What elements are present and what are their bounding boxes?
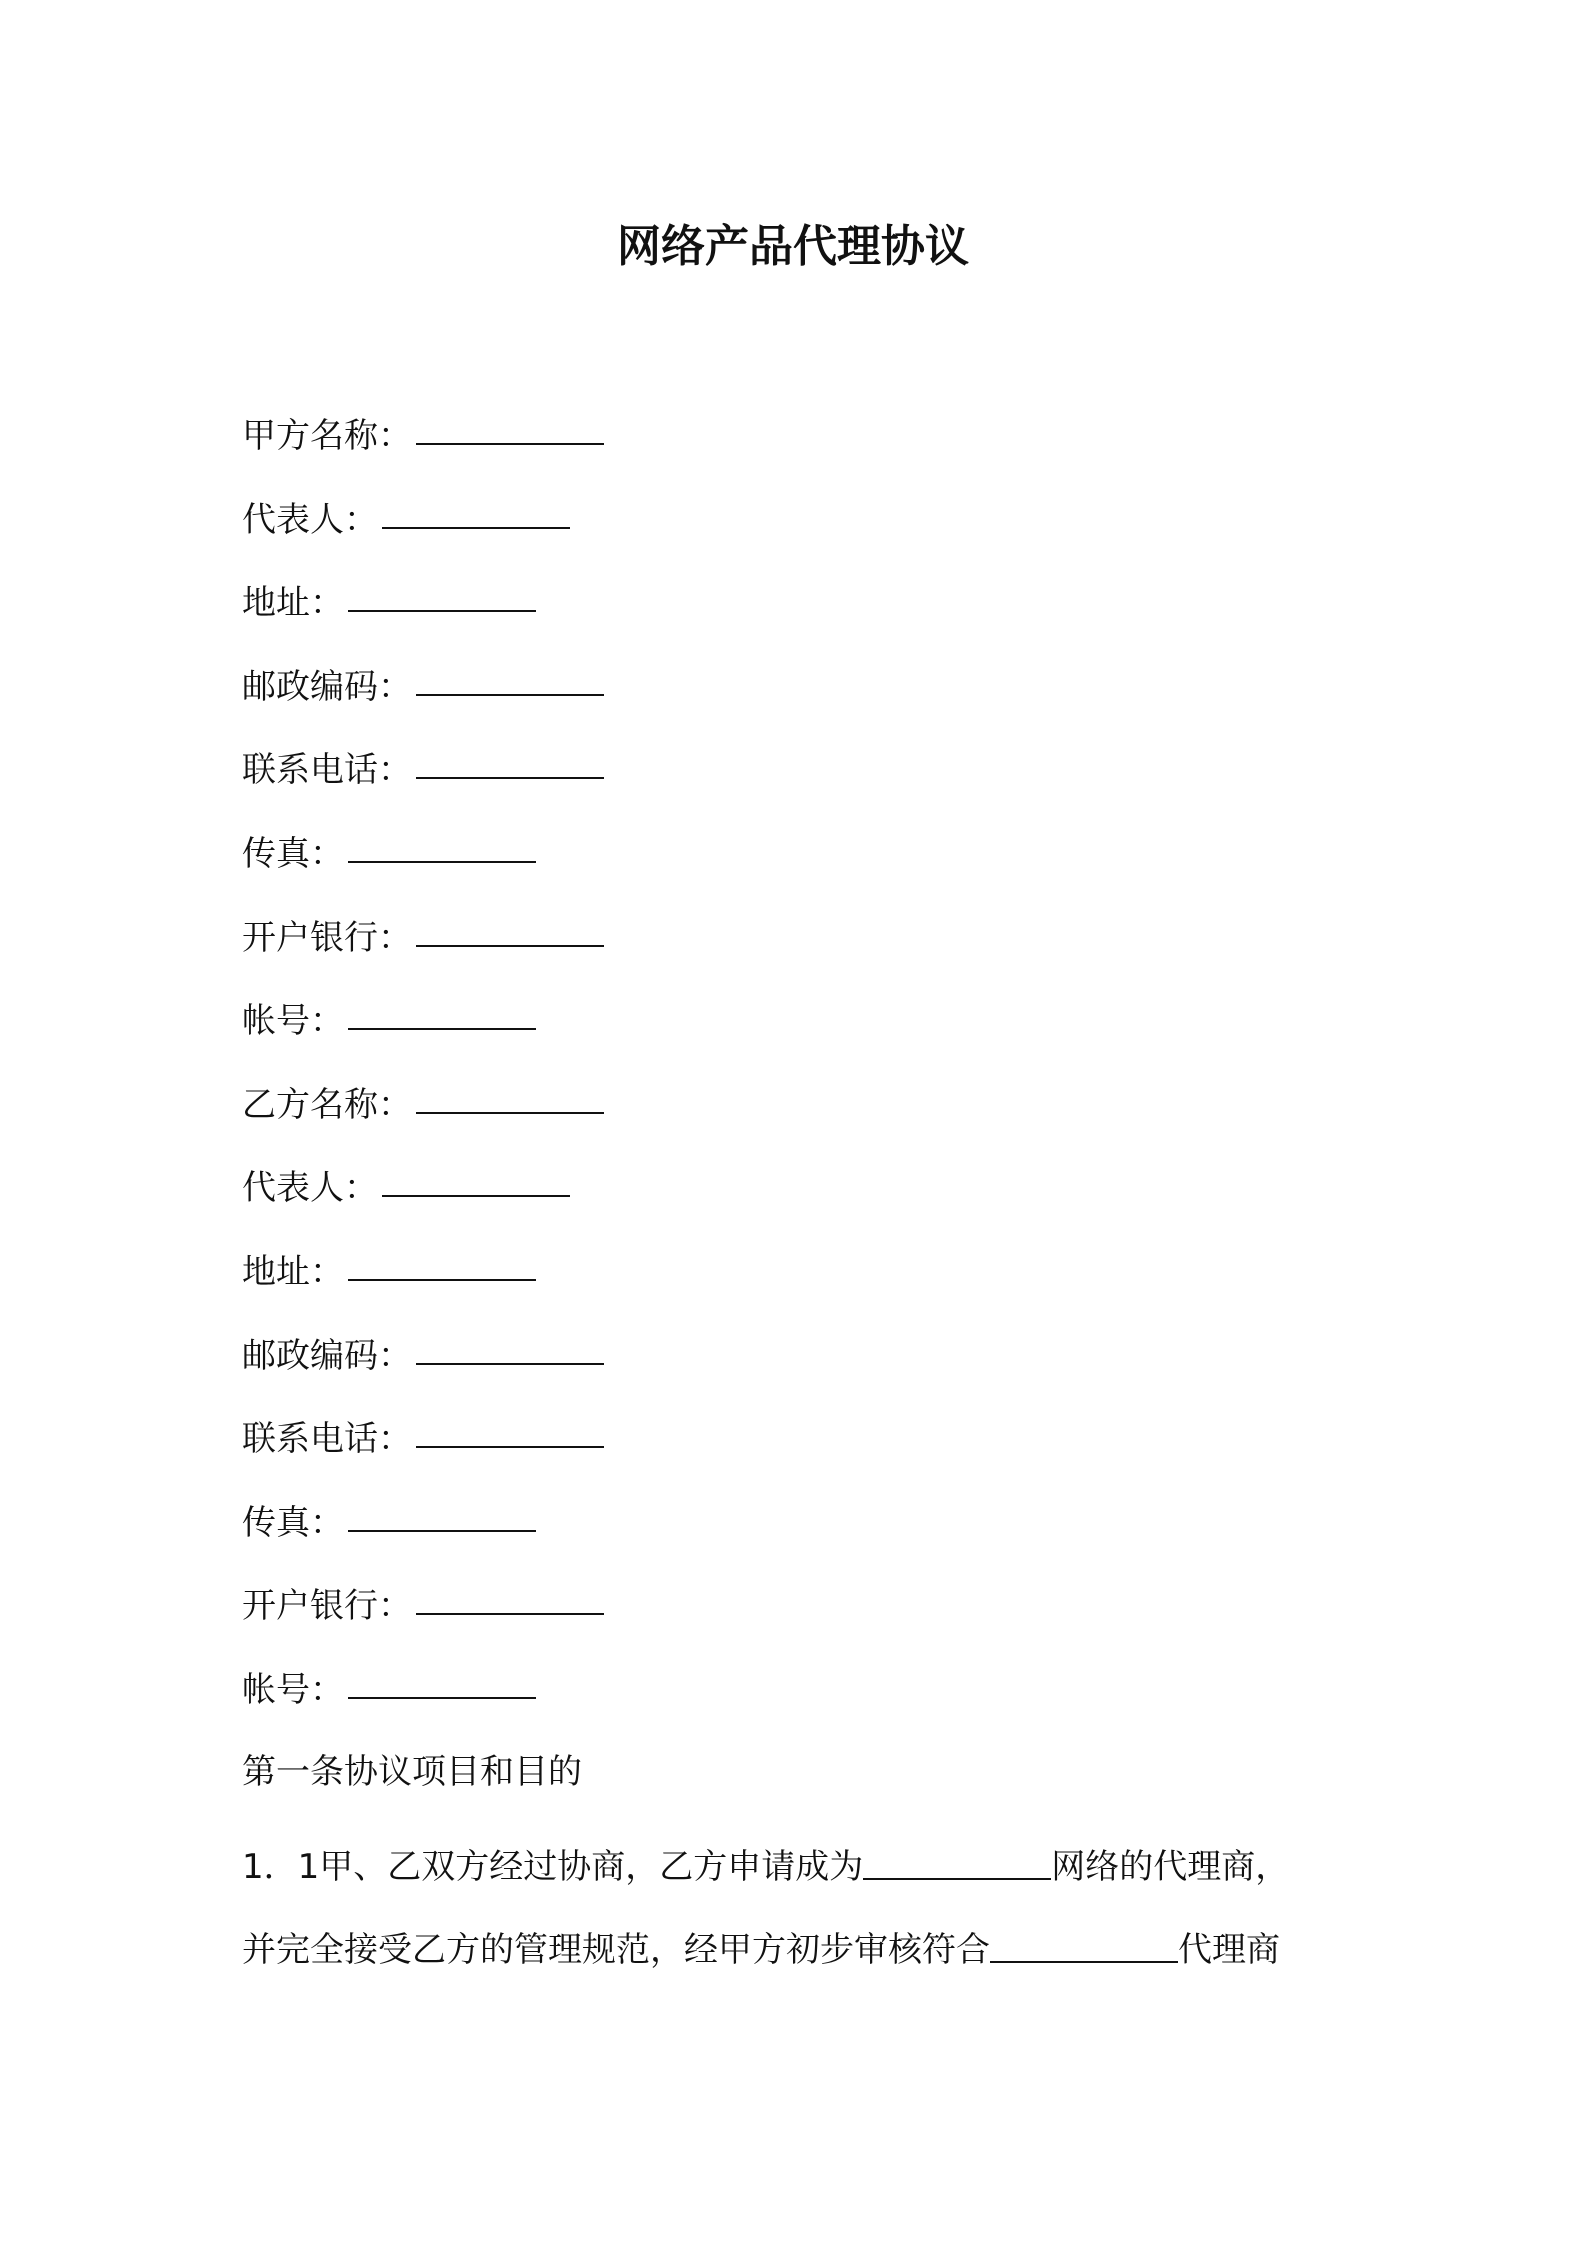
field-label: 联系电话：: [242, 1419, 412, 1460]
field-party-a-postcode: [242, 656, 604, 740]
text-run: 代理商: [1178, 1930, 1280, 1970]
paragraph-line-2: [242, 1909, 1372, 1992]
field-party-b-name: [242, 1074, 604, 1158]
field-label: 地址：: [242, 583, 344, 624]
field-party-b-phone: [242, 1408, 604, 1492]
field-label: 传真：: [242, 1502, 344, 1543]
fill-in-blank: [416, 654, 604, 696]
party-info-fields: [242, 405, 604, 1743]
field-label: 帐号：: [242, 1001, 344, 1042]
fill-in-blank: [416, 403, 604, 445]
text-run: 网络的代理商，: [1051, 1847, 1290, 1887]
field-party-a-phone: [242, 739, 604, 823]
field-party-b-address: [242, 1241, 604, 1325]
fill-in-blank: [990, 1921, 1178, 1963]
fill-in-blank: [416, 1072, 604, 1114]
field-party-a-name: [242, 405, 604, 489]
fill-in-blank: [416, 1406, 604, 1448]
fill-in-blank: [348, 570, 536, 612]
field-label: 邮政编码：: [242, 1335, 412, 1376]
document-title: 网络产品代理协议: [617, 221, 969, 272]
fill-in-blank: [348, 821, 536, 863]
field-label: 甲方名称：: [242, 416, 412, 456]
field-label: 联系电话：: [242, 750, 412, 791]
field-label: 帐号：: [242, 1669, 344, 1710]
paragraph-line-1: [242, 1826, 1372, 1909]
fill-in-blank: [348, 1490, 536, 1532]
fill-in-blank: [382, 487, 570, 529]
field-party-a-account: [242, 990, 604, 1074]
fill-in-blank: [348, 1239, 536, 1281]
field-label: 地址：: [242, 1251, 344, 1292]
field-label: 传真：: [242, 833, 344, 874]
fill-in-blank: [348, 1657, 536, 1699]
field-label: 邮政编码：: [242, 666, 412, 707]
fill-in-blank: [416, 905, 604, 947]
field-party-b-postcode: [242, 1325, 604, 1409]
field-label: 开户银行：: [242, 1586, 412, 1627]
fill-in-blank: [348, 988, 536, 1030]
field-party-a-representative: [242, 489, 604, 573]
fill-in-blank: [416, 737, 604, 779]
fill-in-blank: [416, 1573, 604, 1615]
field-party-a-fax: [242, 823, 604, 907]
article-1-paragraph: [242, 1826, 1372, 1992]
field-label: 代表人：: [242, 499, 378, 540]
field-party-a-address: [242, 572, 604, 656]
fill-in-blank: [863, 1838, 1051, 1880]
field-label: 开户银行：: [242, 917, 412, 958]
field-party-b-bank: [242, 1575, 604, 1659]
fill-in-blank: [416, 1323, 604, 1365]
field-party-b-representative: [242, 1157, 604, 1241]
field-label: 代表人：: [242, 1168, 378, 1209]
field-party-b-account: [242, 1659, 604, 1743]
article-1-heading: 第一条协议项目和目的: [242, 1752, 582, 1792]
fill-in-blank: [382, 1155, 570, 1197]
text-run: 并完全接受乙方的管理规范，经甲方初步审核符合: [242, 1930, 990, 1970]
field-party-b-fax: [242, 1492, 604, 1576]
field-label: 乙方名称：: [242, 1084, 412, 1125]
text-run: 1．1甲、乙双方经过协商，乙方申请成为: [242, 1847, 864, 1887]
field-party-a-bank: [242, 907, 604, 991]
